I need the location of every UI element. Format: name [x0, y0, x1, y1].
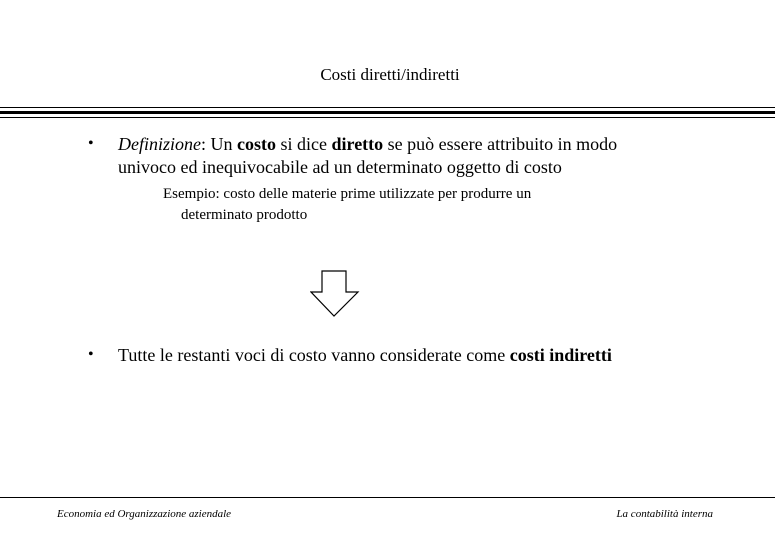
indirect-costs-line [118, 344, 612, 366]
footer-section-title: La contabilità interna [616, 508, 713, 520]
definition-text-a: Un [206, 134, 238, 154]
indirect-costs-text: Tutte le restanti voci di costo vanno considerate come [118, 345, 510, 365]
bullet-marker-2: • [88, 346, 94, 363]
definition-text-c: se può essere attribuito in modo [383, 134, 618, 154]
bullet-marker-1: • [88, 135, 94, 152]
title-divider-thick [0, 111, 775, 114]
title-divider-top [0, 107, 775, 108]
down-arrow-outline-icon [310, 270, 360, 318]
definition-term: Definizione [118, 134, 201, 154]
example-line-2: determinato prodotto [181, 207, 308, 223]
diretto-term: diretto [331, 134, 384, 154]
costi-indiretti-term: costi indiretti [509, 345, 612, 365]
footer-divider [0, 497, 775, 498]
costo-term: costo [237, 134, 277, 154]
footer-course-title: Economia ed Organizzazione aziendale [57, 508, 232, 520]
definition-line-2: univoco ed inequivocabile ad un determinato oggetto di costo [118, 157, 562, 177]
slide-title: Costi diretti/indiretti [320, 65, 460, 84]
definition-line-1 [118, 133, 617, 155]
example-line-1: Esempio: costo delle materie prime utilizzate per produrre un [163, 186, 532, 202]
title-divider-bottom [0, 117, 775, 118]
definition-colon: : [201, 134, 207, 154]
definition-text-b: si dice [276, 134, 332, 154]
